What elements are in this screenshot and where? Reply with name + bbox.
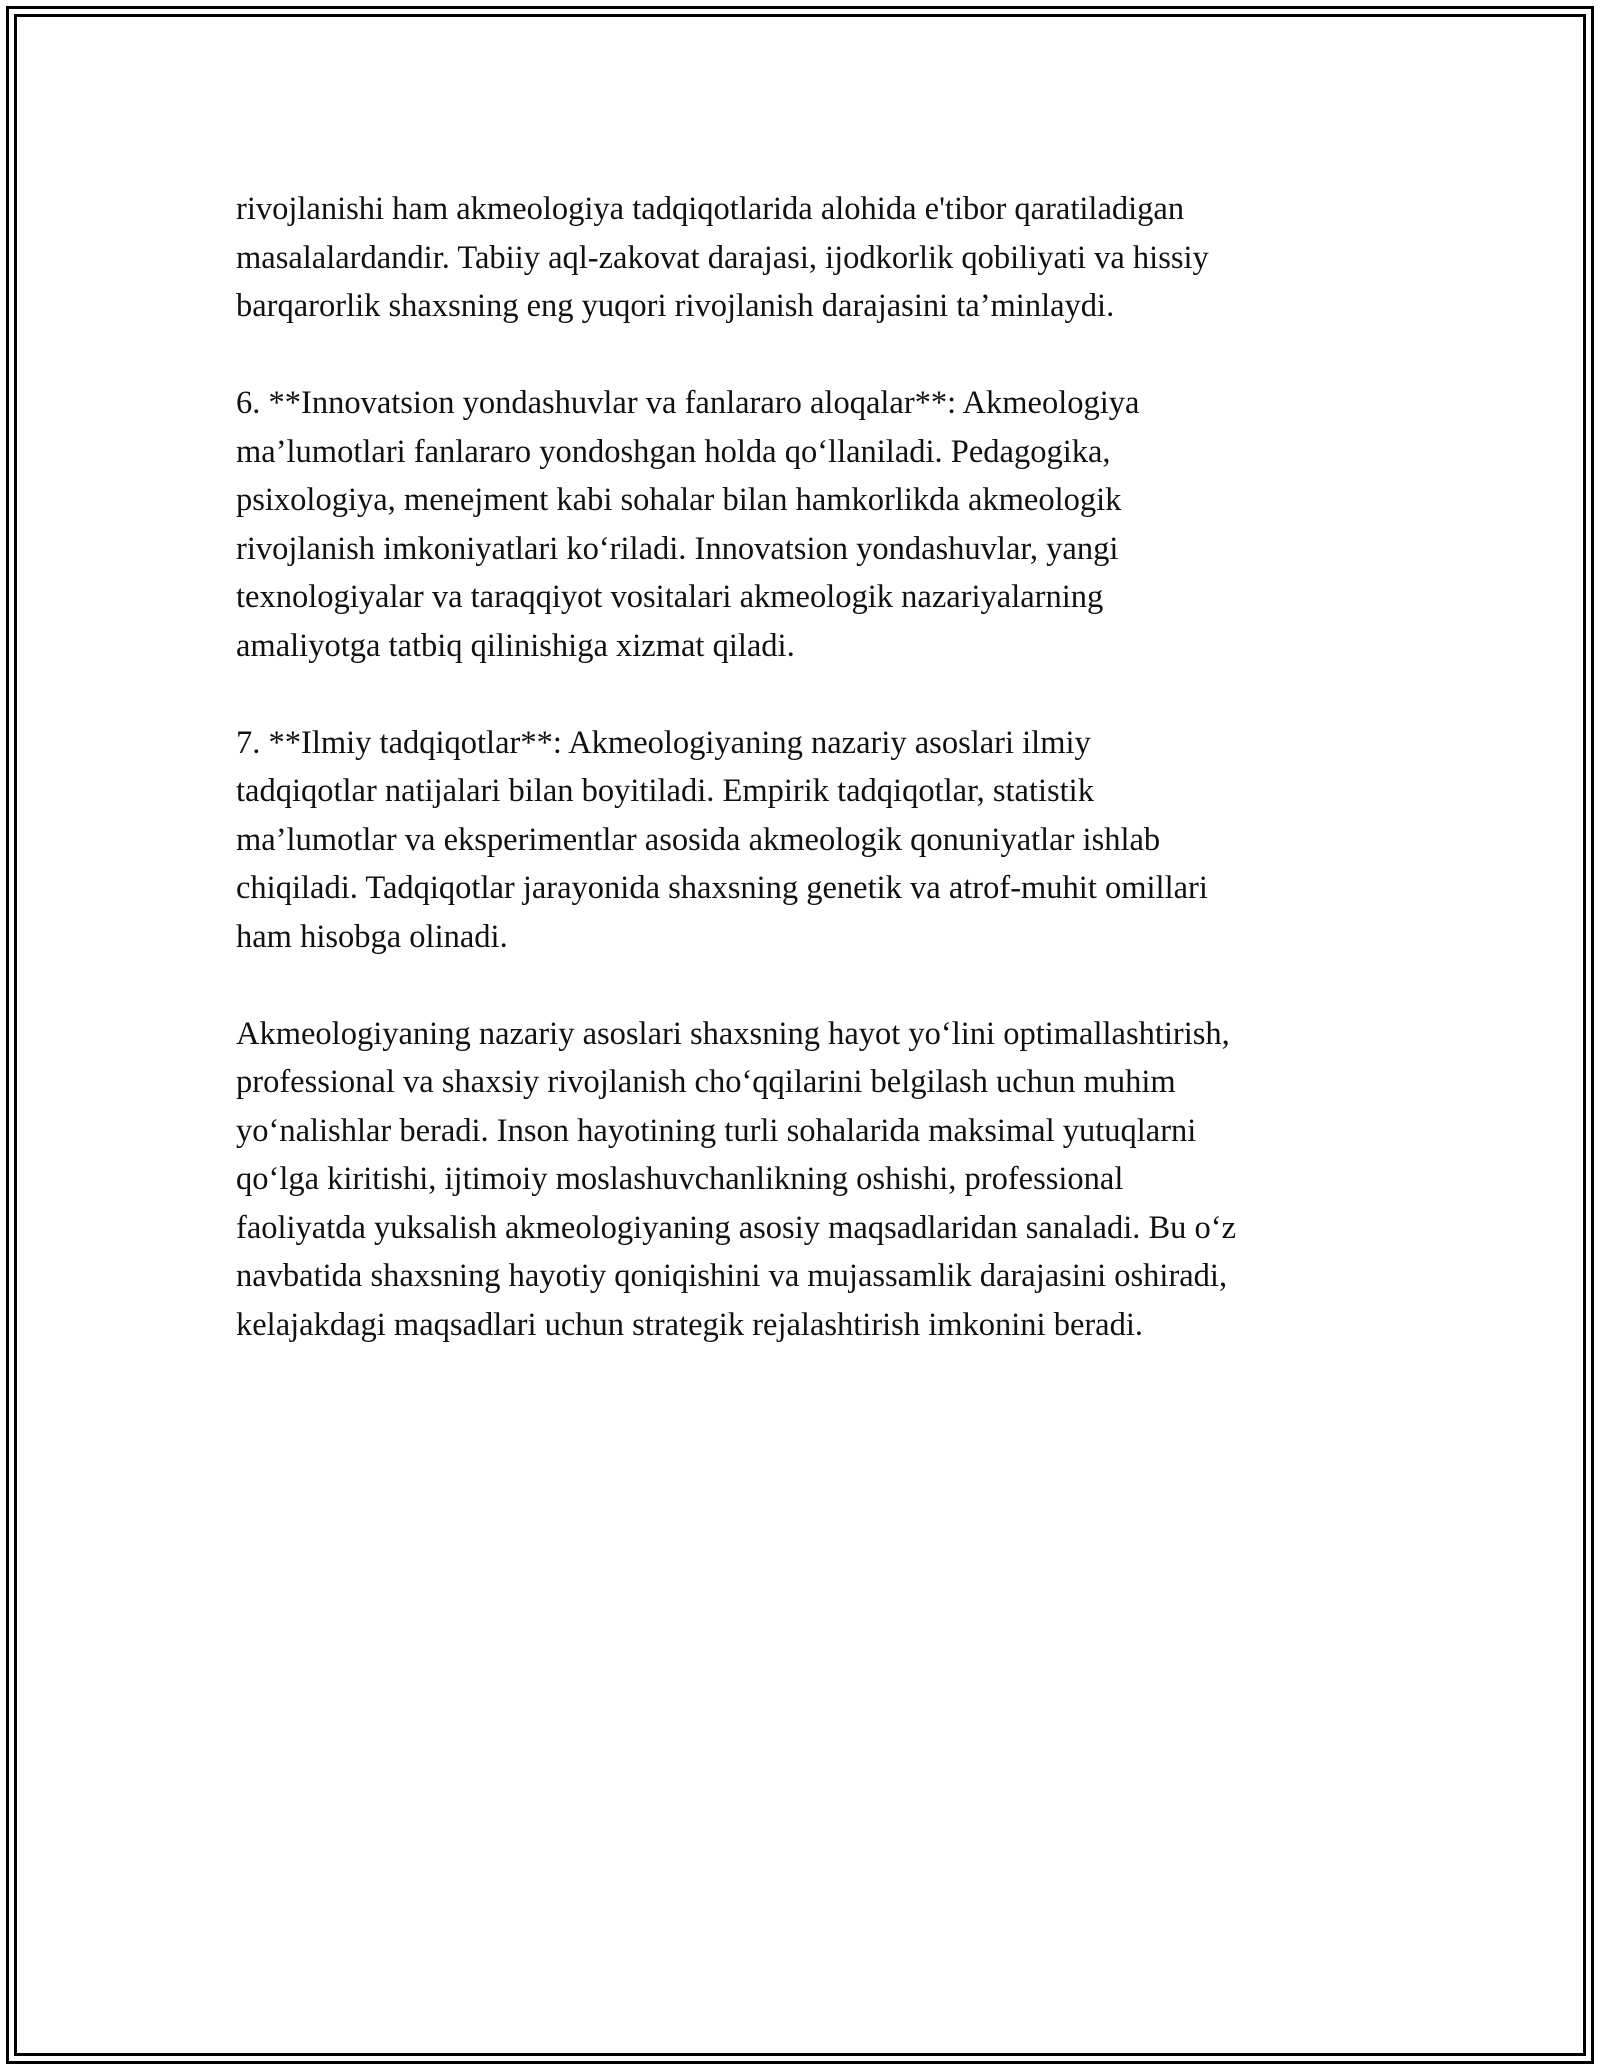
text-line: texnologiyalar va taraqqiyot vositalari akmeologik nazariyalarning [236, 579, 1104, 615]
text-line: navbatida shaxsning hayotiy qoniqishini va mujassamlik darajasini oshiradi, [236, 1258, 1228, 1294]
text-line: masalalardandir. Tabiiy aql-zakovat darajasi, ijodkorlik qobiliyati va hissiy [236, 239, 1209, 276]
text-line: chiqiladi. Tadqiqotlar jarayonida shaxsning genetik va atrof-muhit omillari [236, 870, 1208, 906]
text-line: psixologiya, menejment kabi sohalar bilan hamkorlikda akmeologik [236, 482, 1122, 518]
paragraph-item-6 [236, 379, 1366, 670]
text-line: faoliyatda yuksalish akmeologiyaning asosiy maqsadlaridan sanaladi. Bu o‘z [236, 1209, 1237, 1246]
text-line: 6. **Innovatsion yondashuvlar va fanlararo aloqalar**: Akmeologiya [236, 385, 1140, 421]
text-line: ma’lumotlar va eksperimentlar asosida akmeologik qonuniyatlar ishlab [236, 821, 1161, 858]
text-line: rivojlanish imkoniyatlari ko‘riladi. Innovatsion yondashuvlar, yangi [236, 530, 1119, 567]
text-line: qo‘lga kiritishi, ijtimoiy moslashuvchanlikning oshishi, professional [236, 1161, 1124, 1197]
paragraph-intro-continuation [236, 185, 1366, 331]
text-line: professional va shaxsiy rivojlanish cho‘qqilarini belgilash uchun muhim [236, 1064, 1176, 1100]
text-line: amaliyotga tatbiq qilinishiga xizmat qiladi. [236, 627, 795, 664]
text-line: yo‘nalishlar beradi. Inson hayotining turli sohalarida maksimal yutuqlarni [236, 1112, 1197, 1149]
text-line: 7. **Ilmiy tadqiqotlar**: Akmeologiyaning nazariy asoslari ilmiy [236, 724, 1091, 761]
text-line: ma’lumotlari fanlararo yondoshgan holda qo‘llaniladi. Pedagogika, [236, 433, 1111, 470]
text-line: tadqiqotlar natijalari bilan boyitiladi. Empirik tadqiqotlar, statistik [236, 773, 1094, 809]
paragraph-conclusion [236, 1010, 1366, 1350]
text-line: rivojlanishi ham akmeologiya tadqiqotlarida alohida e'tibor qaratiladigan [236, 191, 1185, 227]
text-line: barqarorlik shaxsning eng yuqori rivojlanish darajasini ta’minlaydi. [236, 288, 1115, 324]
document-body [236, 185, 1366, 1398]
text-line: ham hisobga olinadi. [236, 918, 508, 955]
text-line: kelajakdagi maqsadlari uchun strategik rejalashtirish imkonini beradi. [236, 1306, 1144, 1343]
text-line: Akmeologiyaning nazariy asoslari shaxsning hayot yo‘lini optimallashtirish, [236, 1015, 1230, 1052]
paragraph-item-7 [236, 719, 1366, 962]
